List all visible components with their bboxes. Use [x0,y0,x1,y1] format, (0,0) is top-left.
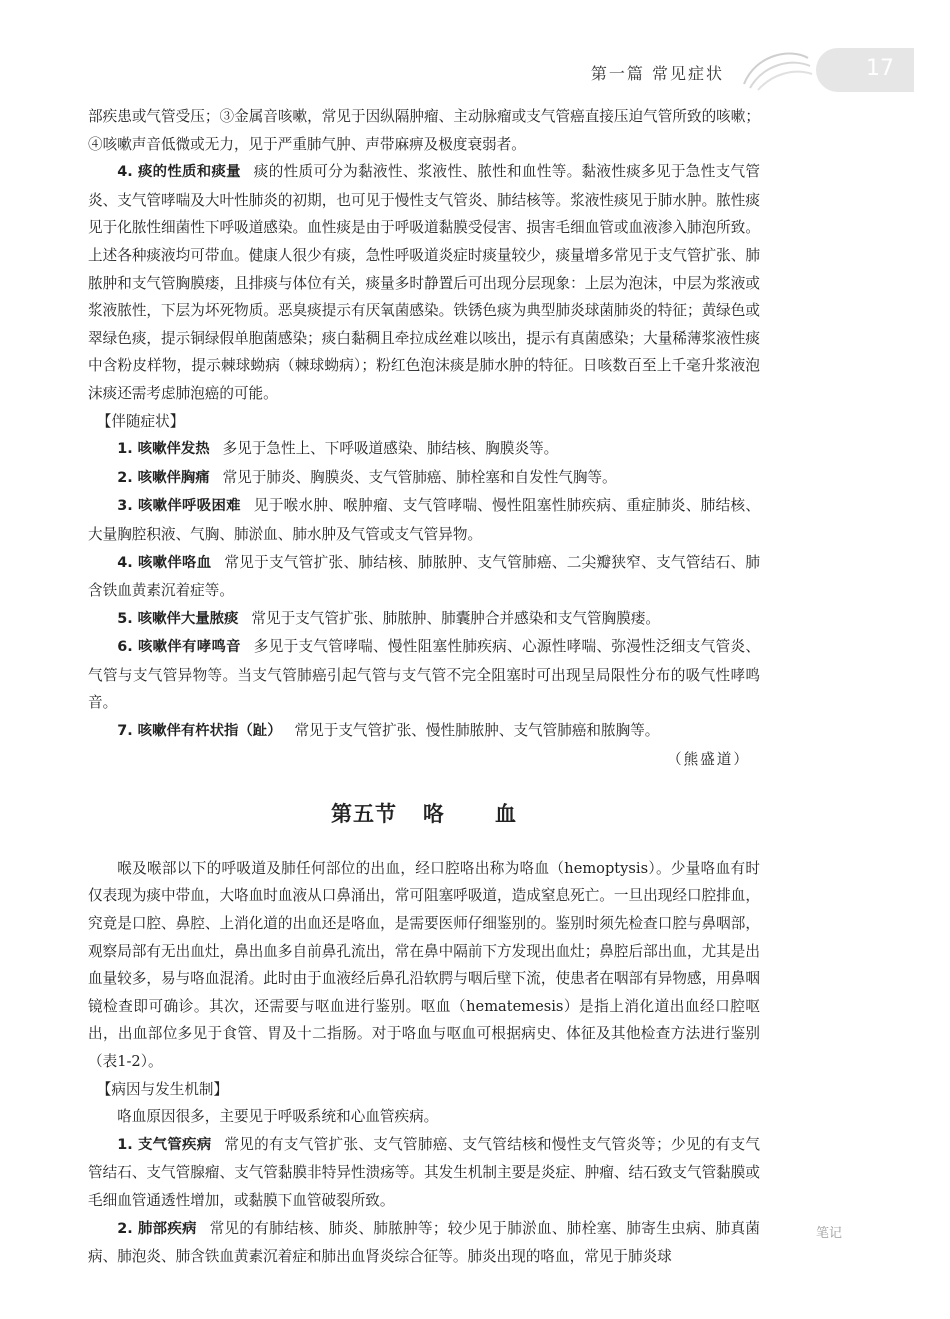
accompany-item-7 [88,717,760,746]
section-number: 第五节 [331,802,397,827]
accompany-item-4 [88,549,760,605]
item-body: 痰的性质可分为黏液性、浆液性、脓性和血性等。黏液性痰多见于急性支气管炎、支气管哮喘及大叶性肺炎的初期，也可见于慢性支气管炎、肺结核等。浆液性痰见于肺水肿。脓性痰见于化脓性细菌性下呼吸道感染。血性痰是由于呼吸道黏膜受侵害、损害毛细血管或血液渗入肺泡所致。上述各种痰液均可带血。健康人很少有痰，急性呼吸道炎症时痰量较少，痰量增多常见于支气管扩张、肺脓肿和支气管胸膜瘘，且排痰与体位有关，痰量多时静置后可出现分层现象：上层为泡沫，中层为浆液或浆液脓性，下层为坏死物质。恶臭痰提示有厌氧菌感染。铁锈色痰为典型肺炎球菌肺炎的特征；黄绿色或翠绿色痰，提示铜绿假单胞菌感染；痰白黏稠且牵拉成丝难以咳出，提示有真菌感染；大量稀薄浆液性痰中含粉皮样物，提示棘球蚴病（棘球蚴病）；粉红色泡沫痰是肺水肿的特征。日咳数百至上千毫升浆液泡沫痰还需考虑肺泡癌的可能。 [88,163,760,402]
section-title-char-2: 血 [495,802,517,827]
cause-intro: 咯血原因很多，主要见于呼吸系统和心血管疾病。 [117,1108,439,1126]
item-heading: 7. 咳嗽伴有杵状指（趾） [117,723,282,740]
item-heading: 2. 肺部疾病 [117,1220,197,1237]
accompany-item-3 [88,492,760,548]
item-heading: 4. 咳嗽伴咯血 [117,554,212,571]
cause-heading: 【病因与发生机制】 [96,1080,229,1098]
margin-note: 笔记 [816,1226,843,1241]
paragraph-sputum [88,158,760,407]
item-body: 常见的有肺结核、肺炎、肺脓肿等；较少见于肺淤血、肺栓塞、肺寄生虫病、肺真菌病、肺泡炎、肺含铁血黄素沉着症和肺出血肾炎综合征等。肺炎出现的咯血，常见于肺炎球 [88,1219,760,1266]
chapter-title: 第一篇 常见症状 [590,64,724,83]
item-body: 常见于支气管扩张、肺脓肿、肺囊肿合并感染和支气管胸膜瘘。 [251,609,661,627]
item-body: 常见于肺炎、胸膜炎、支气管肺癌、肺栓塞和自发性气胸等。 [222,468,617,486]
section-title [88,801,760,829]
item-heading: 3. 咳嗽伴呼吸困难 [117,498,241,515]
item-heading: 4. 痰的性质和痰量 [117,164,241,181]
page-body [88,103,760,1271]
item-body: 见于喉水肿、喉肿瘤、支气管哮喘、慢性阻塞性肺疾病、重症肺炎、肺结核、大量胸腔积液、气胸、肺淤血、肺水肿及气管或支气管异物。 [88,497,760,543]
page-number: 17 [866,56,894,81]
cause-item-1 [88,1131,760,1215]
author-credit: （熊盛道） [667,750,750,768]
item-heading: 5. 咳嗽伴大量脓痰 [117,610,239,627]
item-body: 常见于支气管扩张、肺结核、肺脓肿、支气管肺癌、二尖瓣狭窄、支气管结石、肺含铁血黄素沉着症等。 [88,553,760,600]
section-intro: 喉及喉部以下的呼吸道及肺任何部位的出血，经口腔咯出称为咯血（hemoptysis）。少量咯血有时仅表现为痰中带血，大咯血时血液从口鼻涌出，常可阻塞呼吸道，造成窒息死亡。一旦出现经口腔排血，究竟是口腔、鼻腔、上消化道的出血还是咯血，是需要医师仔细鉴别的。鉴别时须先检查口腔与鼻咽部，观察局部有无出血灶，鼻出血多自前鼻孔流出，常在鼻中隔前下方发现出血灶；鼻腔后部出血，尤其是出血量较多，易与咯血混淆。此时由于血液经后鼻孔沿软腭与咽后壁下流，使患者在咽部有异物感，用鼻咽镜检查即可确诊。其次，还需要与呕血进行鉴别。呕血（hematemesis）是指上消化道出血经口腔呕出，出血部位多见于食管、胃及十二指肠。对于咯血与呕血可根据病史、体征及其他检查方法进行鉴别（表1-2）。 [88,859,760,1070]
item-heading: 6. 咳嗽伴有哮鸣音 [117,639,241,656]
accompany-item-6 [88,633,760,717]
section-title-char-1: 咯 [423,802,445,827]
accompany-heading: 【伴随症状】 [96,412,185,430]
cause-item-2 [88,1215,760,1271]
accompany-item-2 [88,464,760,493]
item-heading: 1. 咳嗽伴发热 [117,441,210,458]
accompany-item-1 [88,435,760,464]
item-body: 常见的有支气管扩张、支气管肺癌、支气管结核和慢性支气管炎等；少见的有支气管结石、支气管腺瘤、支气管黏膜非特异性溃疡等。其发生机制主要是炎症、肿瘤、结石致支气管黏膜或毛细血管通透性增加，或黏膜下血管破裂所致。 [88,1135,760,1209]
paragraph: 部疾患或气管受压；③金属音咳嗽，常见于因纵隔肿瘤、主动脉瘤或支气管癌直接压迫气管所致的咳嗽；④咳嗽声音低微或无力，见于严重肺气肿、声带麻痹及极度衰弱者。 [88,108,760,153]
item-body: 多见于急性上、下呼吸道感染、肺结核、胸膜炎等。 [222,440,559,458]
item-heading: 2. 咳嗽伴胸痛 [117,469,210,486]
item-body: 多见于支气管哮喘、慢性阻塞性肺疾病、心源性哮喘、弥漫性泛细支气管炎、气管与支气管异物等。当支气管肺癌引起气管与支气管不完全阻塞时可出现呈局限性分布的吸气性哮鸣音。 [88,638,760,712]
item-heading: 1. 支气管疾病 [117,1136,212,1153]
swirl-decoration-icon [736,44,816,96]
accompany-item-5 [88,605,760,634]
item-body: 常见于支气管扩张、慢性肺脓肿、支气管肺癌和脓胸等。 [294,722,660,740]
